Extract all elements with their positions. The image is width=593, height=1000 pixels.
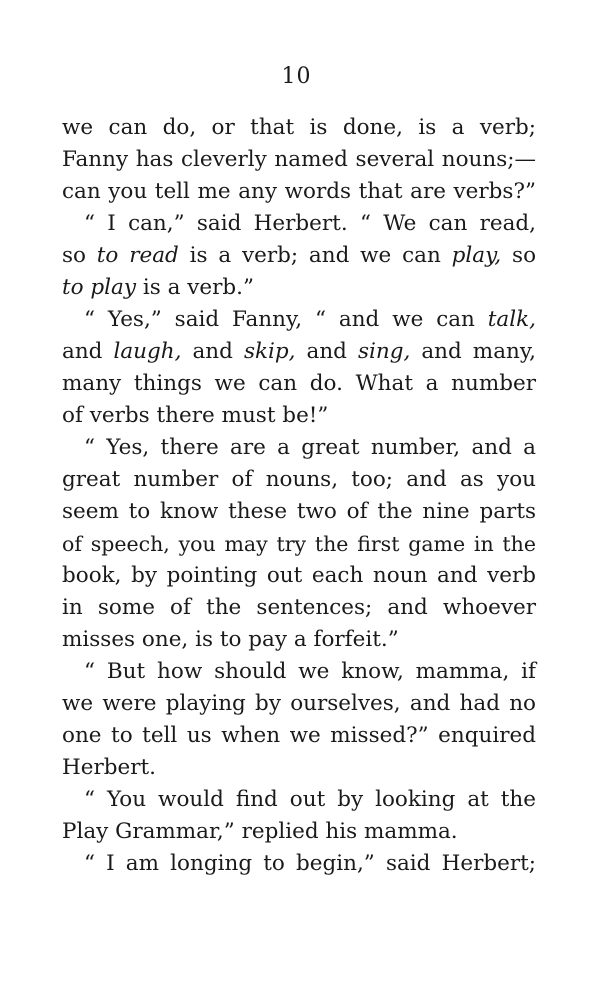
text-run: can you tell me any words that are verbs?” [62, 179, 536, 204]
italic-verb: sing, [357, 339, 411, 364]
text-run: “ Yes, there are a great number, and a [84, 435, 536, 460]
text-line [62, 656, 536, 688]
text-run: “ But how should we know, mamma, if [84, 659, 536, 684]
text-line [62, 848, 536, 880]
text-run: Herbert. [62, 755, 156, 780]
text-line [62, 240, 536, 272]
text-run: is a verb.” [136, 275, 254, 300]
italic-verb: to read [96, 243, 179, 268]
text-run: “ I can,” said Herbert. “ We can read, [84, 211, 536, 236]
text-line [62, 208, 536, 240]
text-line [62, 368, 536, 400]
text-run: “ I am longing to begin,” said Herbert; [84, 851, 536, 876]
text-run: seem to know these two of the nine parts [62, 499, 536, 524]
text-line [62, 624, 536, 656]
text-run: and [181, 339, 244, 364]
text-line [62, 720, 536, 752]
text-run: misses one, is to pay a forfeit.” [62, 627, 399, 652]
text-run: of verbs there must be!” [62, 403, 329, 428]
text-line [62, 592, 536, 624]
text-run: one to tell us when we missed?” enquired [62, 723, 536, 748]
text-run: many things we can do. What a number [62, 371, 536, 396]
text-run: in some of the sentences; and whoever [62, 595, 536, 620]
text-run: so [501, 243, 537, 268]
text-line [62, 496, 536, 528]
text-run: and many, [410, 339, 536, 364]
text-line [62, 304, 536, 336]
italic-verb: laugh, [113, 339, 182, 364]
text-run: so [62, 243, 97, 268]
text-line [62, 176, 536, 208]
italic-verb: skip, [243, 339, 296, 364]
text-line [62, 784, 536, 816]
text-line [62, 432, 536, 464]
text-run: Fanny has cleverly named several nouns;— [62, 147, 536, 172]
text-run: is a verb; and we can [178, 243, 452, 268]
italic-verb: to play [62, 275, 137, 300]
text-run: of speech, you may try the first game in the [62, 532, 536, 556]
text-line [62, 144, 536, 176]
text-line [62, 560, 536, 592]
italic-verb: play, [451, 243, 502, 268]
text-run: and [295, 339, 358, 364]
text-run: we were playing by ourselves, and had no [62, 691, 536, 716]
text-run: “ You would find out by looking at the [84, 787, 536, 812]
body-text [62, 112, 536, 880]
text-run: and [62, 339, 114, 364]
text-line [62, 816, 536, 848]
text-run: book, by pointing out each noun and verb [62, 563, 536, 588]
text-line [62, 464, 536, 496]
text-line [62, 688, 536, 720]
text-line [62, 752, 536, 784]
text-run: Play Grammar,” replied his mamma. [62, 819, 458, 844]
text-line [62, 400, 536, 432]
text-line [62, 272, 536, 304]
text-run: “ Yes,” said Fanny, “ and we can [84, 307, 488, 332]
text-line [62, 336, 536, 368]
text-line [62, 112, 536, 144]
text-line [62, 528, 536, 560]
italic-verb: talk, [487, 307, 536, 332]
text-run: we can do, or that is done, is a verb; [62, 115, 536, 140]
page-number: 10 [281, 64, 312, 89]
text-run: great number of nouns, too; and as you [62, 467, 536, 492]
